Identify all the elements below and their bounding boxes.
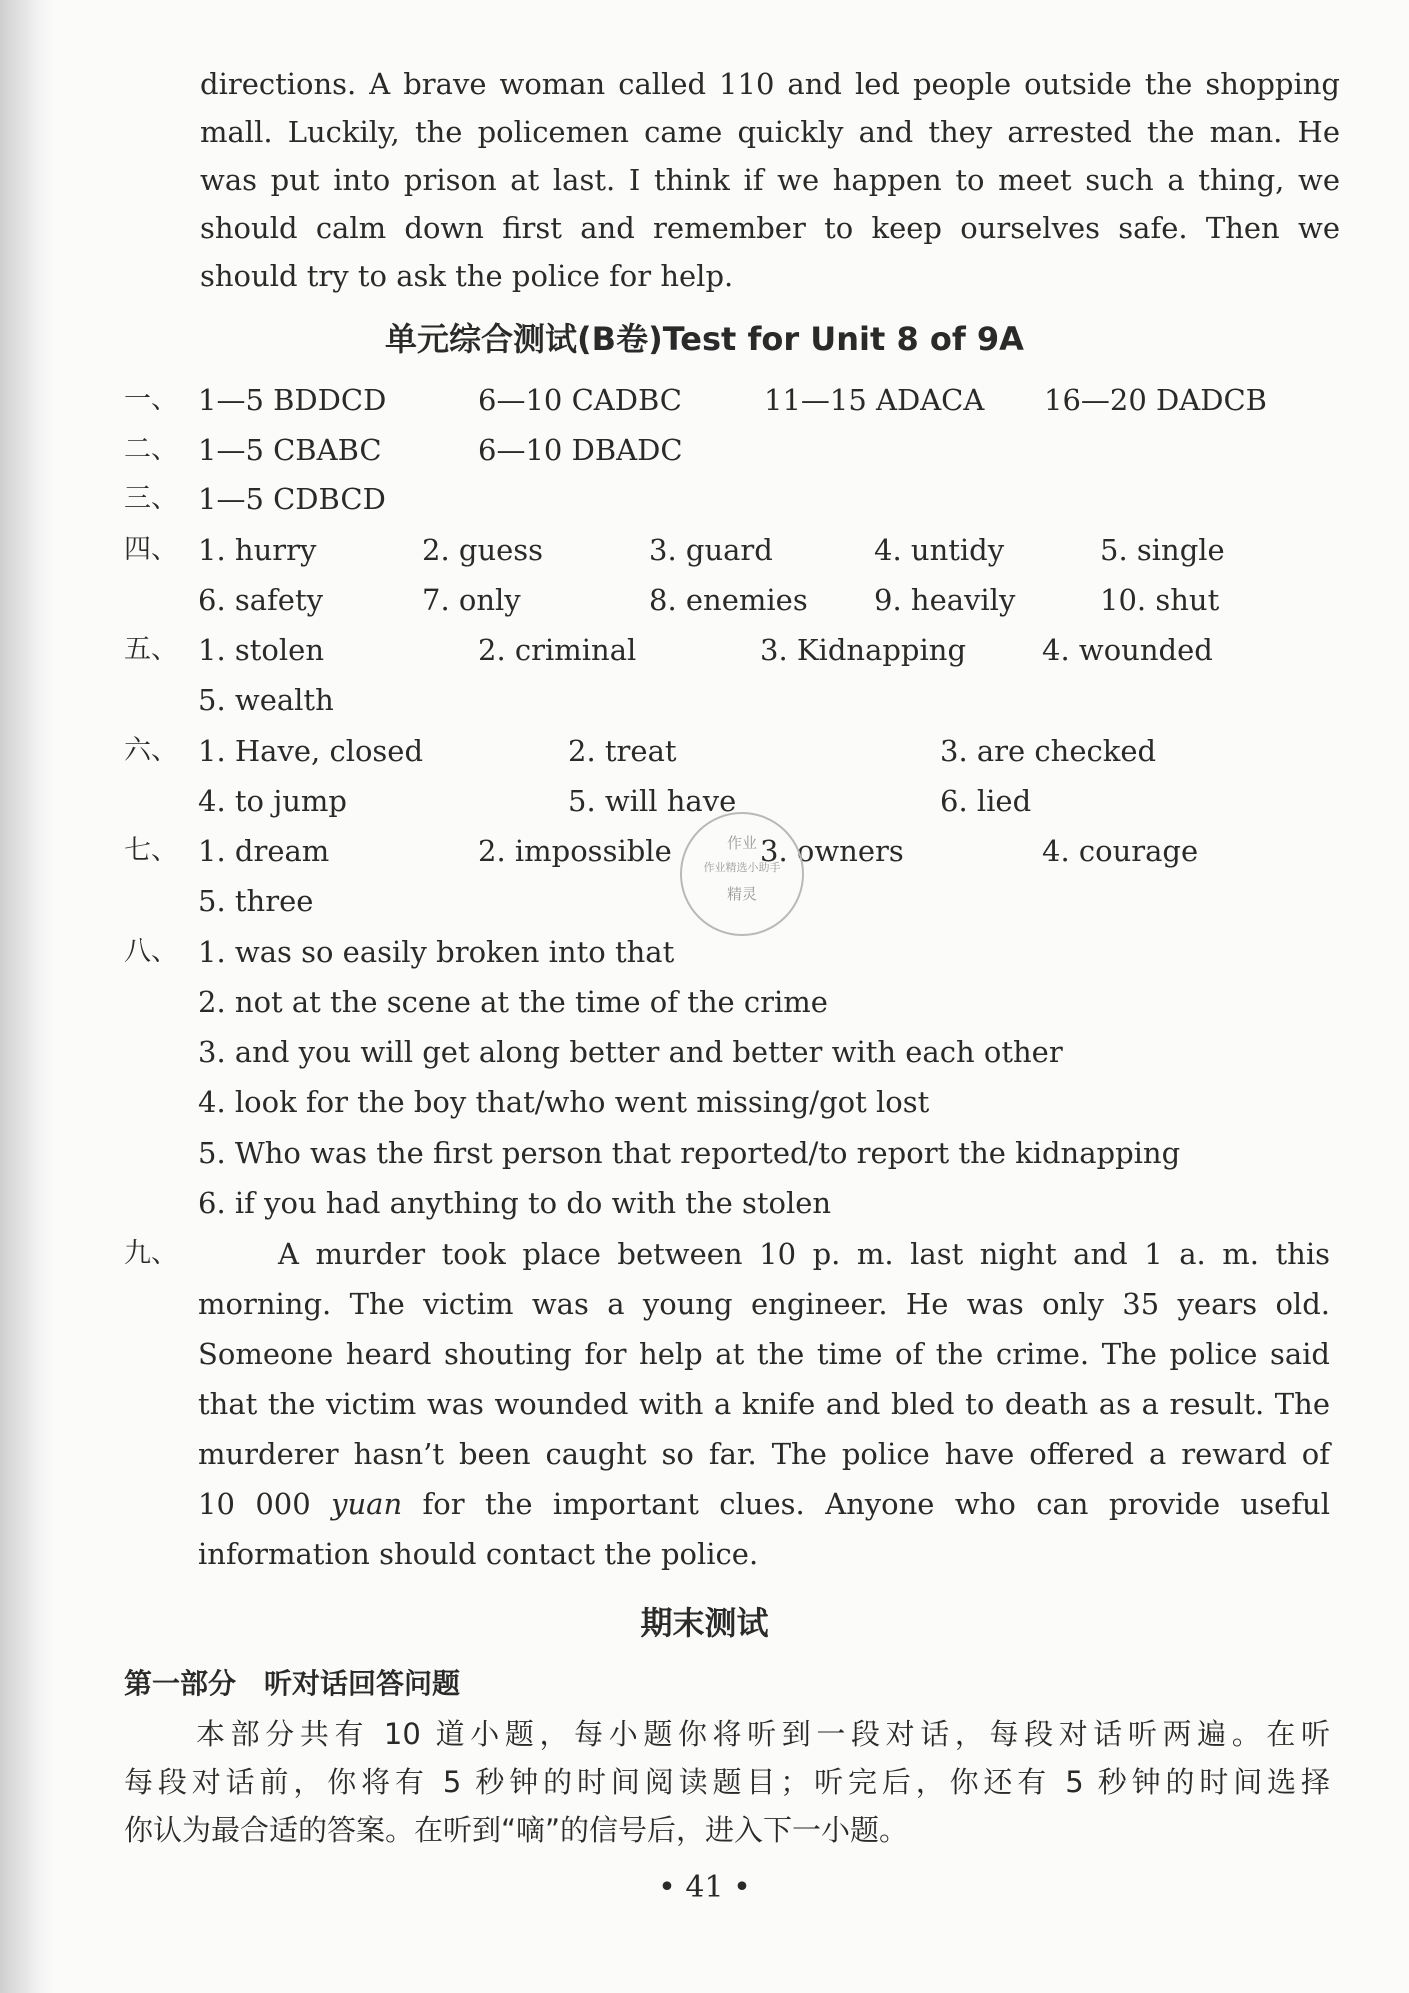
answer-item: 4. to jump (198, 784, 347, 818)
answer-item: 4. untidy (874, 533, 1005, 567)
answer-item: 2. not at the scene at the time of the crime (198, 985, 828, 1019)
answer-item: 6. lied (940, 784, 1032, 818)
instructions-line: 每段对话前，你将有 5 秒钟的时间阅读题目；听完后，你还有 5 秒钟的时间选择 (124, 1765, 1330, 1799)
answer-item: 2. treat (568, 734, 677, 768)
answer-item: 2. criminal (478, 633, 637, 667)
answer-item: 1—5 CDBCD (198, 482, 386, 516)
section-label: 七、 (124, 835, 178, 866)
answer-item: 1. stolen (198, 633, 324, 667)
answer-item: 3. are checked (940, 734, 1157, 768)
answer-item: 16—20 DADCB (1044, 383, 1267, 417)
essay-line: information should contact the police. (198, 1537, 759, 1571)
intro-line: should try to ask the police for help. (200, 259, 734, 293)
intro-paragraph (200, 60, 1340, 300)
intro-line: mall. Luckily, the policemen came quickly and they arrested the man. He (200, 115, 1340, 149)
answer-item: 4. courage (1042, 834, 1199, 868)
answer-item: 1. Have, closed (198, 734, 424, 768)
answer-item: 5. wealth (198, 683, 334, 717)
answer-item: 6. if you had anything to do with the stolen (198, 1186, 832, 1220)
answer-item: 2. impossible (478, 834, 672, 868)
answer-item: 1—5 BDDCD (198, 383, 387, 417)
answer-item: 1. dream (198, 834, 330, 868)
page-number: • 41 • (658, 1870, 751, 1905)
part-heading: 第一部分 听对话回答问题 (124, 1667, 461, 1700)
intro-line: should calm down first and remember to keep ourselves safe. Then we (200, 211, 1340, 245)
section-label: 三、 (124, 483, 178, 514)
test-title: 单元综合测试(B卷)Test for Unit 8 of 9A (385, 320, 1024, 358)
stamp-top-text: 作业 (726, 834, 757, 852)
section-label: 四、 (124, 534, 178, 565)
answer-item: 5. Who was the first person that reported/to report the kidnapping (198, 1136, 1181, 1170)
answer-item: 3. guard (649, 533, 773, 567)
essay-line: 10 000 yuan for the important clues. Anyone who can provide useful (198, 1487, 1330, 1521)
section-label: 五、 (124, 634, 178, 665)
instructions-line: 本部分共有 10 道小题，每小题你将听到一段对话，每段对话听两遍。在听 (196, 1717, 1330, 1751)
intro-line: was put into prison at last. I think if we happen to meet such a thing, we (200, 163, 1340, 197)
answer-item: 9. heavily (874, 583, 1016, 617)
answer-item: 3. and you will get along better and better with each other (198, 1035, 1063, 1069)
answer-item: 11—15 ADACA (764, 383, 985, 417)
answer-item: 1. was so easily broken into that (198, 935, 675, 969)
answer-item: 8. enemies (649, 583, 808, 617)
answer-item: 4. wounded (1042, 633, 1213, 667)
answer-item: 6—10 CADBC (478, 383, 682, 417)
answer-item: 6—10 DBADC (478, 433, 683, 467)
answer-item: 1—5 CBABC (198, 433, 382, 467)
essay-line: murderer hasn’t been caught so far. The police have offered a reward of (198, 1437, 1330, 1471)
final-test-title: 期末测试 (640, 1604, 769, 1642)
answer-item: 3. Kidnapping (760, 633, 967, 667)
section-label: 八、 (124, 936, 178, 967)
instructions-paragraph (124, 1710, 1330, 1854)
stamp-middle-text: 作业精选小助手 (703, 861, 781, 874)
section-label: 九、 (124, 1238, 178, 1269)
essay-line: A murder took place between 10 p. m. last night and 1 a. m. this (278, 1237, 1330, 1271)
instructions-line: 你认为最合适的答案。在听到“嘀”的信号后，进入下一小题。 (124, 1813, 909, 1847)
answer-item: 4. look for the boy that/who went missing/got lost (198, 1085, 930, 1119)
essay-line: that the victim was wounded with a knife and bled to death as a result. The (198, 1387, 1330, 1421)
essay-paragraph (198, 1229, 1330, 1579)
section-label: 六、 (124, 735, 178, 766)
answer-item: 3. owners (760, 834, 904, 868)
answer-item: 6. safety (198, 583, 323, 617)
answer-item: 10. shut (1100, 583, 1220, 617)
answer-item: 5. three (198, 884, 314, 918)
section-label: 一、 (124, 384, 178, 415)
intro-line: directions. A brave woman called 110 and led people outside the shopping (200, 67, 1340, 101)
stamp-bottom-text: 精灵 (726, 885, 757, 903)
essay-line: Someone heard shouting for help at the time of the crime. The police said (198, 1337, 1330, 1371)
essay-line: morning. The victim was a young engineer. He was only 35 years old. (198, 1287, 1330, 1321)
section-label: 二、 (124, 434, 178, 465)
answer-item: 7. only (422, 583, 521, 617)
answer-item: 1. hurry (198, 533, 317, 567)
answer-item: 5. will have (568, 784, 737, 818)
watermark-stamp (680, 812, 804, 936)
answer-item: 2. guess (422, 533, 544, 567)
answer-item: 5. single (1100, 533, 1225, 567)
